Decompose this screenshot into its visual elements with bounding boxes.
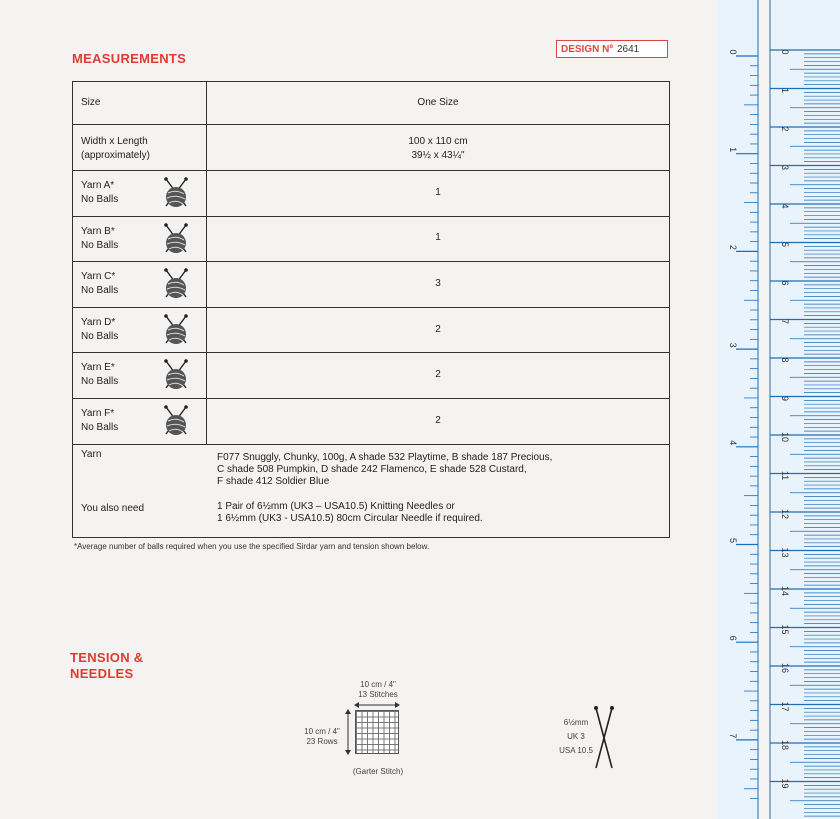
cm-number: 19	[780, 778, 790, 789]
yarn-balls-value: 3	[435, 277, 441, 289]
cm-number: 10	[780, 431, 790, 443]
cm-number: 14	[780, 585, 790, 597]
row-yarn-d	[73, 307, 669, 354]
no-balls-label: No Balls	[81, 330, 119, 342]
cm-number: 4	[780, 203, 790, 209]
cm-number: 8	[780, 357, 790, 363]
yarn-name: Yarn F*	[81, 408, 115, 419]
row-yarn-e	[73, 352, 669, 399]
yarn-ball-icon	[161, 222, 191, 256]
row-yarn-b	[73, 216, 669, 263]
inch-number: 2	[728, 244, 738, 250]
yarn-desc-line1: F077 Snuggly, Chunky, 100g, A shade 532 Playtime, B shade 187 Precious,	[217, 452, 553, 463]
row-size	[73, 82, 669, 125]
design-label: DESIGN Nº	[561, 43, 613, 55]
no-balls-label: No Balls	[81, 285, 119, 297]
yarn-name: Yarn B*	[81, 225, 115, 237]
cm-number: 9	[780, 395, 790, 402]
needle-uk: UK 3	[567, 732, 585, 741]
inch-number: 5	[728, 537, 738, 544]
row-yarn-c	[73, 261, 669, 308]
tension-rows: 23 Rows	[306, 737, 338, 746]
knitting-needles-icon	[592, 706, 616, 770]
cm-number: 11	[780, 470, 790, 481]
cm-number: 12	[780, 508, 790, 520]
cm-number: 17	[780, 701, 790, 712]
measurements-title: MEASUREMENTS	[72, 51, 187, 66]
cm-number: 2	[780, 126, 790, 132]
design-number: 2641	[617, 43, 640, 55]
no-balls-label: No Balls	[81, 194, 119, 205]
width-length-cm: 100 x 110 cm	[408, 136, 468, 147]
yarn-ball-icon	[161, 404, 191, 438]
yarn-description	[217, 452, 552, 488]
yarn-label: Yarn	[81, 449, 102, 460]
row-yarn-a	[73, 170, 669, 217]
width-length-in: 39½ x 43¼"	[411, 150, 465, 161]
footnote: *Average number of balls required when you use the specified Sirdar yarn and tension shown below.	[74, 542, 430, 551]
measurements-table	[72, 81, 670, 538]
inch-number: 3	[728, 342, 738, 348]
yarn-name: Yarn D*	[81, 316, 116, 328]
cm-number: 0	[780, 49, 790, 55]
yarn-name: Yarn E*	[81, 362, 115, 374]
no-balls-label: No Balls	[81, 376, 119, 388]
cm-number: 7	[780, 318, 790, 325]
yarn-balls-value: 2	[435, 414, 441, 426]
cm-number: 13	[780, 547, 790, 558]
approximately-label: (approximately)	[81, 150, 150, 161]
cm-number: 1	[780, 87, 790, 94]
no-balls-label: No Balls	[81, 422, 119, 433]
needle-usa: USA 10.5	[559, 746, 593, 755]
no-balls-label: No Balls	[81, 239, 119, 251]
yarn-desc-line2: C shade 508 Pumpkin, D shade 242 Flamenco, E shade 528 Custard,	[217, 464, 527, 475]
cm-number: 18	[780, 739, 790, 751]
height-arrow	[344, 709, 352, 755]
tension-grid	[355, 710, 399, 754]
size-value: One Size	[417, 97, 459, 108]
tension-title-line1: TENSION &	[70, 650, 144, 665]
inch-number: 7	[728, 733, 738, 739]
measuring-ruler	[718, 0, 840, 819]
size-label: Size	[81, 97, 101, 108]
yarn-name: Yarn A*	[81, 180, 115, 191]
stitch-count	[340, 680, 416, 700]
yarn-name: Yarn C*	[81, 271, 116, 283]
tension-stitches: 13 Stitches	[358, 690, 398, 699]
inch-number: 0	[728, 49, 738, 55]
also-need-description	[217, 501, 483, 525]
row-yarn-f	[73, 398, 669, 445]
inch-number: 1	[728, 147, 738, 153]
also-need-line1: 1 Pair of 6½mm (UK3 – USA10.5) Knitting Needles or	[217, 501, 455, 512]
tension-height-label: 10 cm / 4"	[304, 727, 340, 736]
also-need-line2: 1 6½mm (UK3 - USA10.5) 80cm Circular Needle if required.	[217, 513, 483, 524]
cm-number: 15	[780, 624, 790, 635]
yarn-ball-icon	[161, 176, 191, 210]
ruler-scale	[718, 0, 840, 819]
tension-width-label: 10 cm / 4"	[360, 680, 396, 689]
cm-number: 16	[780, 662, 790, 674]
row-width-length	[73, 124, 669, 171]
yarn-ball-icon	[161, 267, 191, 301]
cm-number: 5	[780, 241, 790, 248]
cm-number: 3	[780, 164, 790, 171]
yarn-balls-value: 2	[435, 369, 441, 381]
needle-mm: 6½mm	[563, 718, 589, 727]
cm-number: 6	[780, 280, 790, 286]
width-arrow	[354, 701, 400, 709]
yarn-balls-value: 1	[435, 186, 441, 198]
inch-number: 4	[728, 440, 738, 446]
tension-title-line2: NEEDLES	[70, 666, 134, 681]
inch-number: 6	[728, 635, 738, 641]
row-count	[296, 727, 348, 747]
inch-strip	[718, 0, 758, 819]
tension-title	[70, 650, 190, 682]
design-number-box	[556, 40, 668, 58]
garter-stitch-label: (Garter Stitch)	[352, 767, 404, 776]
yarn-ball-icon	[161, 313, 191, 347]
yarn-ball-icon	[161, 358, 191, 392]
yarn-balls-value: 2	[435, 323, 441, 335]
also-need-label: You also need	[81, 503, 145, 514]
width-length-label: Width x Length	[81, 136, 148, 147]
yarn-balls-value: 1	[435, 232, 441, 244]
yarn-desc-line3: F shade 412 Soldier Blue	[217, 476, 330, 487]
